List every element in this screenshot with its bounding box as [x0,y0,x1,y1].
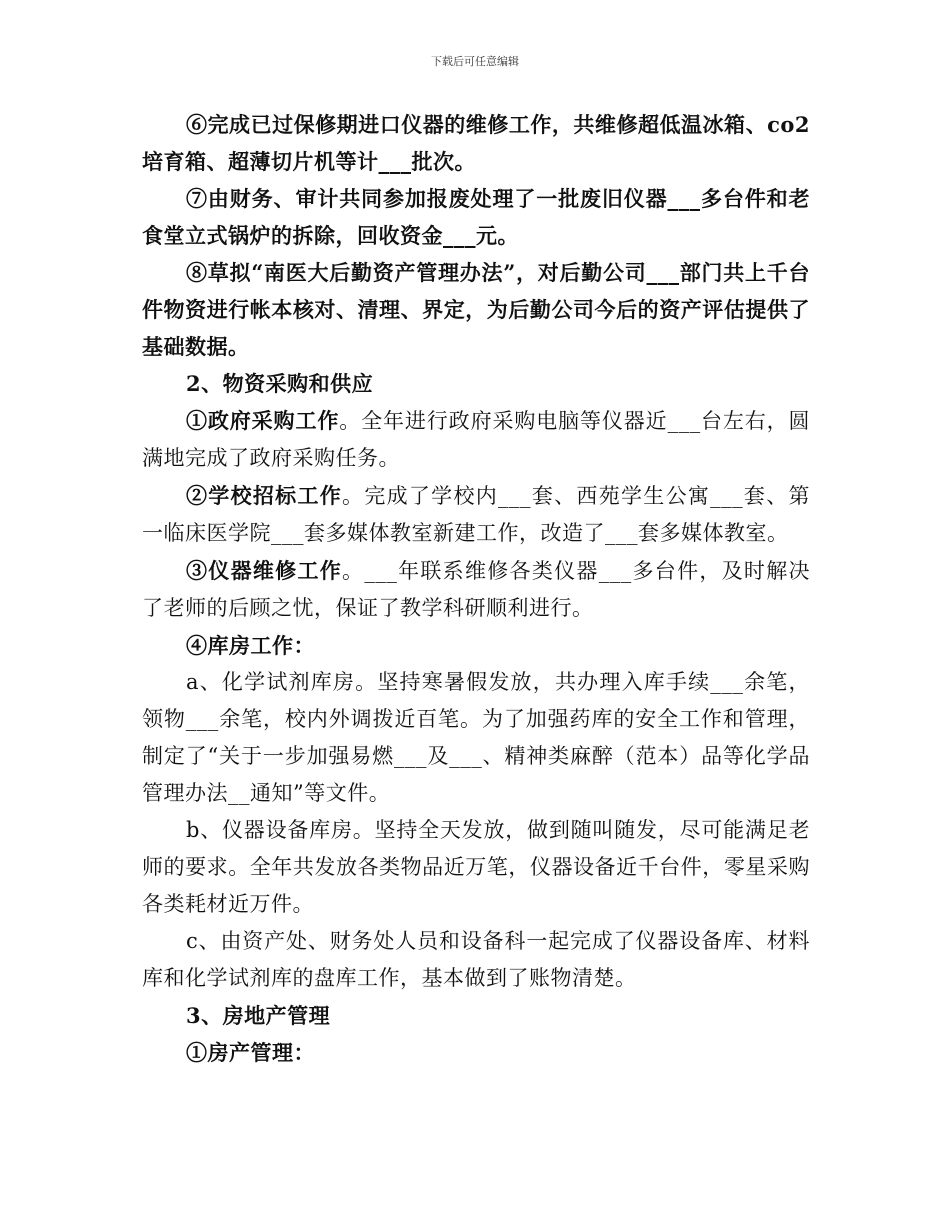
paragraph-inventory-check: c、由资产处、财务处人员和设备科一起完成了仪器设备库、材料库和化学试剂库的盘库工作，基本做到了账物清楚。 [142,929,810,990]
paragraph-item-7: ⑦由财务、审计共同参加报废处理了一批废旧仪器___多台件和老食堂立式锅炉的拆除，回收资金___元。 [142,186,810,248]
paragraph-item-6: ⑥完成已过保修期进口仪器的维修工作，共维修超低温冰箱、co2培育箱、超薄切片机等计___批次。 [142,112,810,174]
paragraph-government-procurement [142,402,810,477]
item-heading-government-procurement: ①政府采购工作 [186,408,340,433]
item-heading-school-tendering: ②学校招标工作 [186,483,343,508]
item-heading-warehouse: ④库房工作： [186,633,315,658]
item-body-school-tendering: 。完成了学校内___套、西苑学生公寓___套、第一临床医学院___套多媒体教室新建工作，改造了___套多媒体教室。 [142,484,811,545]
paragraph-chemical-warehouse: a、化学试剂库房。坚持寒暑假发放，共办理入库手续___余笔，领物___余笔，校内外调拨近百笔。为了加强药库的安全工作和管理，制定了“关于一步加强易燃___及___、精神类麻醉（范本）品等化学品管理办法__通知”等文件。 [142,670,810,805]
page-header: 下载后可任意编辑 [431,55,519,68]
item-body-government-procurement: 。全年进行政府采购电脑等仪器近___台左右，圆满地完成了政府采购任务。 [142,409,811,470]
section-heading-real-estate: 3、房地产管理 [186,1003,331,1028]
item-heading-instrument-repair: ③仪器维修工作 [186,558,343,583]
item-body-instrument-repair: 。___年联系维修各类仪器___多台件，及时解决了老师的后顾之忧，保证了教学科研顺利进行。 [142,559,811,620]
paragraph-item-8: ⑧草拟“南医大后勤资产管理办法”，对后勤公司___部门共上千台件物资进行帐本核对、清理、界定，为后勤公司今后的资产评估提供了基础数据。 [142,260,810,359]
paragraph-school-tendering [142,477,810,552]
document-body [142,106,810,1071]
paragraph-instrument-repair [142,552,810,627]
item-heading-housing: ①房产管理： [186,1040,315,1065]
paragraph-equipment-warehouse: b、仪器设备库房。坚持全天发放，做到随叫随发，尽可能满足老师的要求。全年共发放各类物品近万笔，仪器设备近千台件，零星采购各类耗材近万件。 [142,818,810,916]
section-heading-procurement: 2、物资采购和供应 [186,371,374,396]
